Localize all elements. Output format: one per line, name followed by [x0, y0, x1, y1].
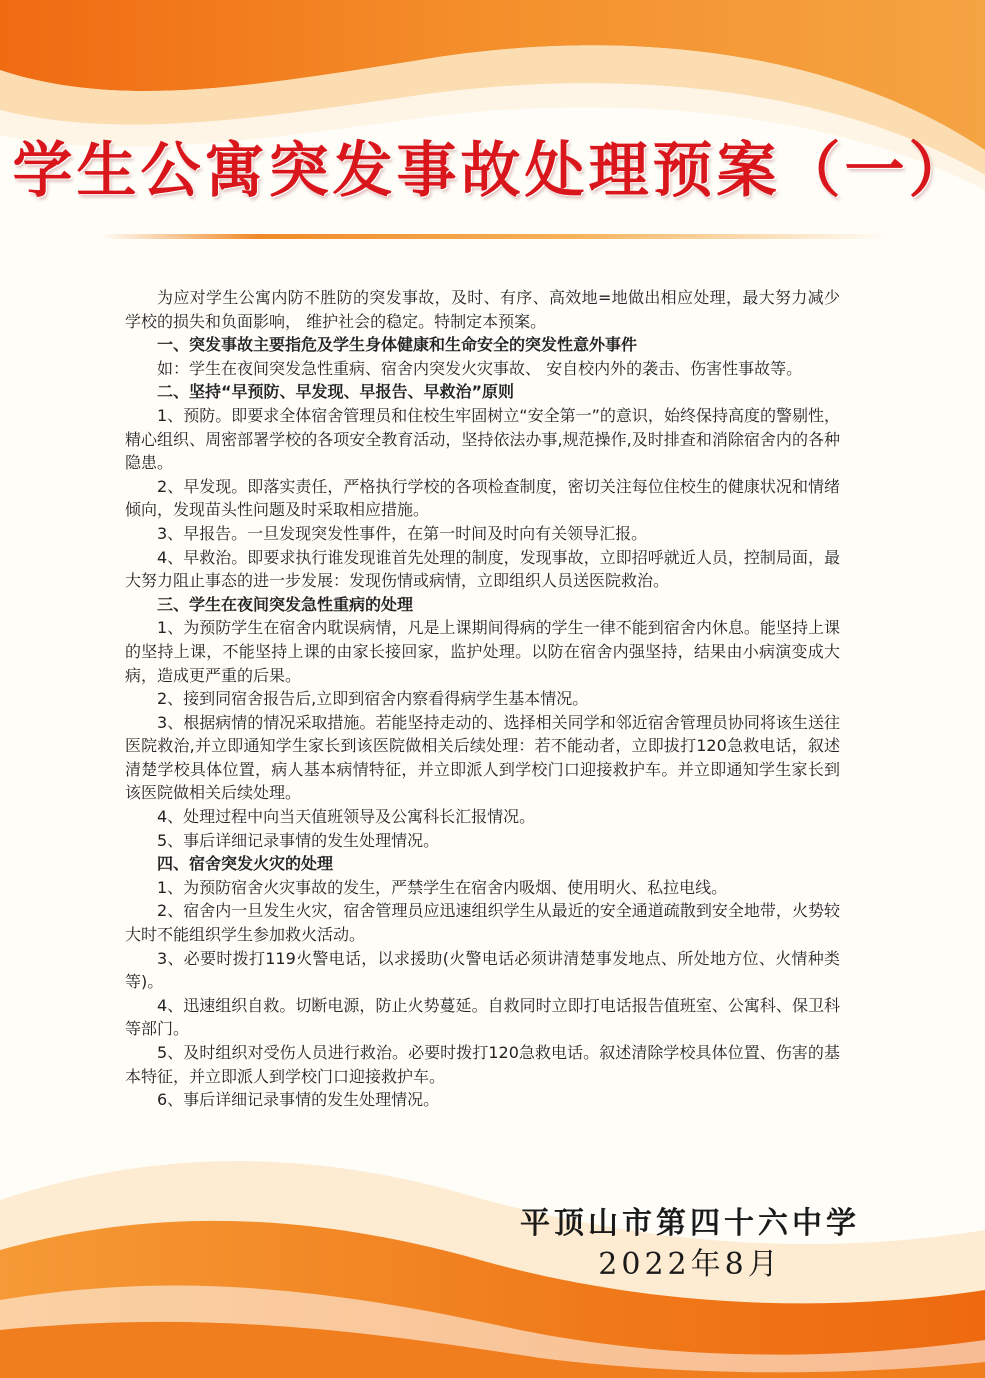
signature-block	[520, 1205, 860, 1287]
paragraph: 如：学生在夜间突发急性重病、宿舍内突发火灾事故、 安自校内外的袭击、伤害性事故等。	[157, 358, 803, 378]
section-heading: 二、坚持“早预防、早发现、早报告、早救治”原则	[157, 382, 515, 402]
paragraph: 4、早救治。即要求执行谁发现谁首先处理的制度，发现事故，立即招呼就近人员，控制局面，最大努力阻止事态的进一步发展：发现伤情或病情，立即组织人员送医院救治。	[125, 547, 840, 591]
signature-org: 平顶山市第四十六中学	[520, 1206, 860, 1241]
paragraph: 4、迅速组织自救。切断电源，防止火势蔓延。自救同时立即打电话报告值班室、公寓科、保卫科等部门。	[125, 995, 840, 1039]
document-body	[125, 286, 840, 1112]
paragraph: 为应对学生公寓内防不胜防的突发事故，及时、有序、高效地=地做出相应处理，最大努力减少学校的损失和负面影响， 维护社会的稳定。特制定本预案。	[125, 288, 840, 331]
paragraph: 5、事后详细记录事情的发生处理情况。	[157, 830, 440, 850]
paragraph: 3、必要时拨打119火警电话，以求援助(火警电话必须讲清楚事发地点、所处地方位、火情种类等)。	[125, 948, 840, 992]
paragraph: 2、早发现。即落实责任，严格执行学校的各项检查制度，密切关注每位住校生的健康状况和情绪倾向，发现苗头性问题及时采取相应措施。	[125, 476, 840, 520]
section-heading: 四、宿舍突发火灾的处理	[157, 854, 334, 874]
paragraph: 2、宿舍内一旦发生火灾，宿舍管理员应迅速组织学生从最近的安全通道疏散到安全地带，火势较大时不能组织学生参加救火活动。	[125, 901, 840, 945]
paragraph: 3、根据病情的情况采取措施。若能坚持走动的、选择相关同学和邻近宿舍管理员协同将该生送往医院救治,并立即通知学生家长到该医院做相关后续处理：若不能动者，立即拔打120急救电话，叙述清楚学校具体位置，病人基本病情特征，并立即派人到学校门口迎接救护车。并立即通知学生家长到该医院做相关后续处理。	[125, 712, 840, 803]
paragraph: 1、为预防学生在宿舍内耽误病情，凡是上课期间得病的学生一律不能到宿舍内休息。能坚持上课的坚持上课，不能坚持上课的由家长接回家，监护处理。以防在宿舍内强坚持，结果由小病演变成大病，造成更严重的后果。	[125, 618, 840, 685]
paragraph: 2、接到同宿舍报告后,立即到宿舍内察看得病学生基本情况。	[157, 689, 589, 709]
paragraph: 3、早报告。一旦发现突发性事件，在第一时间及时向有关领导汇报。	[157, 523, 648, 543]
paragraph: 6、事后详细记录事情的发生处理情况。	[157, 1090, 440, 1110]
page-title: 学生公寓突发事故处理预案（一）	[12, 136, 973, 206]
paragraph: 1、为预防宿舍火灾事故的发生，严禁学生在宿舍内吸烟、使用明火、私拉电线。	[157, 877, 728, 897]
title-underline	[100, 234, 890, 239]
paragraph: 5、及时组织对受伤人员进行救治。必要时拨打120急救电话。叙述清除学校具体位置、伤害的基本特征，并立即派人到学校门口迎接救护车。	[125, 1043, 840, 1086]
paragraph: 4、处理过程中向当天值班领导及公寓科长汇报情况。	[157, 807, 536, 827]
signature-date: 2022年8月	[598, 1247, 782, 1282]
section-heading: 三、学生在夜间突发急性重病的处理	[157, 594, 414, 614]
paragraph: 1、预防。即要求全体宿舍管理员和住校生牢固树立“安全第一”的意识，始终保持高度的警剔性，精心组织、周密部署学校的各项安全教育活动，坚持依法办事,规范操作,及时排查和消除宿舍内的各种隐患。	[125, 405, 840, 473]
section-heading: 一、突发事故主要指危及学生身体健康和生命安全的突发性意外事件	[157, 335, 638, 355]
